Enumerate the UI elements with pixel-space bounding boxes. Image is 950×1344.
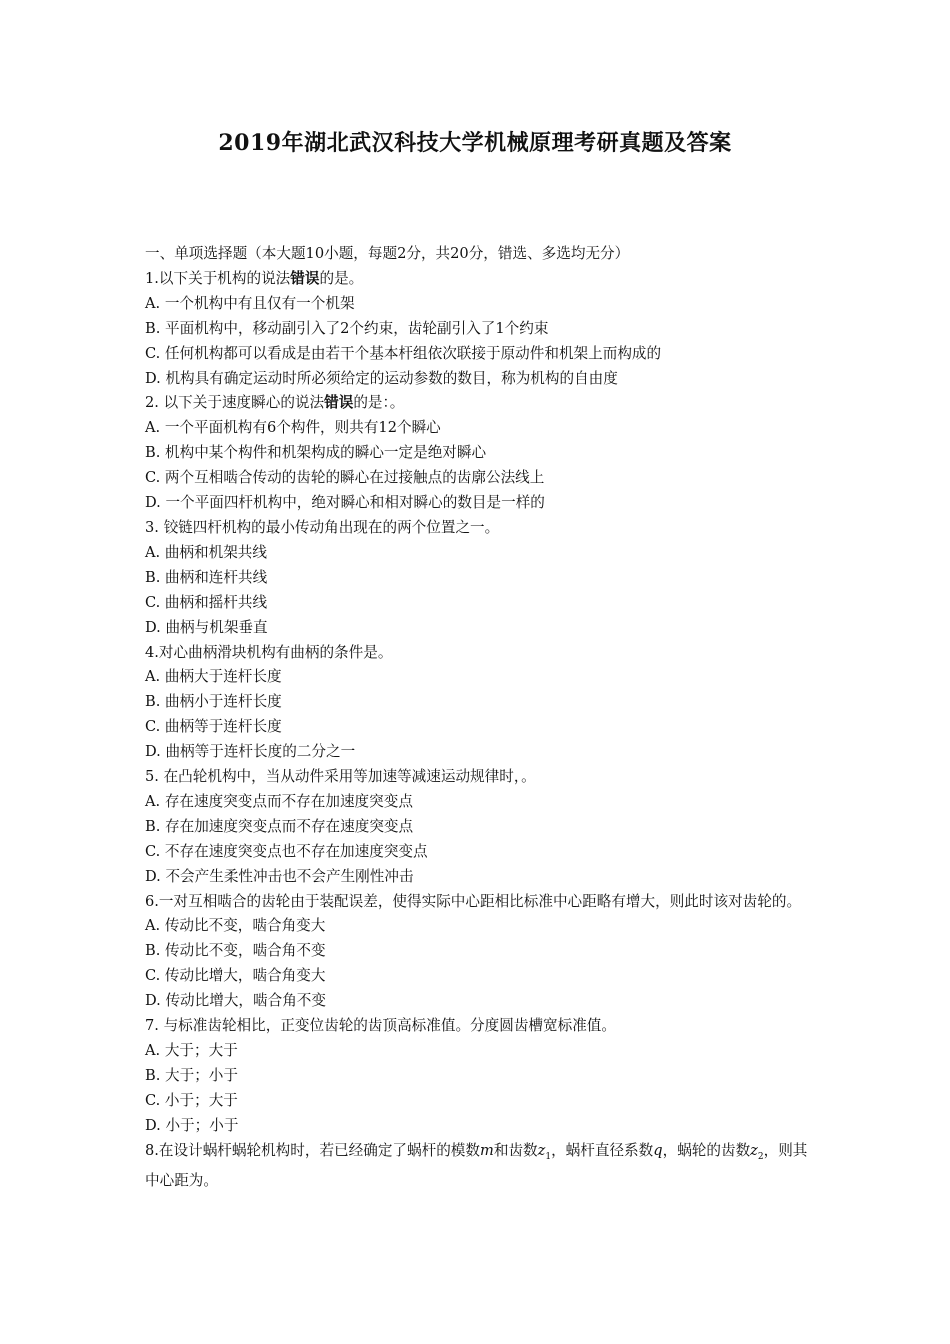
option: B. 曲柄小于连杆长度 bbox=[145, 693, 282, 711]
option: C. 曲柄和摇杆共线 bbox=[145, 593, 268, 611]
question-8: 8.在设计蜗杆蜗轮机构时，若已经确定了蜗杆的模数m和齿数$z_1$，蜗杆直径系数q，蜗轮的齿数$z_2$，则其中心距为。 bbox=[145, 1141, 808, 1190]
option: A. 一个平面机构有6个构件，则共有12个瞬心 bbox=[145, 419, 441, 437]
option: D. 曲柄等于连杆长度的二分之一 bbox=[145, 743, 356, 761]
option: B. 存在加速度突变点而不存在速度突变点 bbox=[145, 817, 414, 835]
emphasis-text: 错误 bbox=[324, 394, 354, 412]
question-5: 5. 在凸轮机构中，当从动件采用等加速等减速运动规律时，。 bbox=[145, 768, 536, 786]
subscript: 2 bbox=[757, 1151, 764, 1162]
subscript: 1 bbox=[545, 1151, 552, 1162]
variable-q: q bbox=[653, 1141, 663, 1159]
option: C. 任何机构都可以看成是由若干个基本杆组依次联接于原动件和机架上而构成的 bbox=[145, 344, 662, 362]
option: B. 机构中某个构件和机架构成的瞬心一定是绝对瞬心 bbox=[145, 444, 487, 462]
option: D. 传动比增大，啮合角不变 bbox=[145, 992, 326, 1010]
option: B. 传动比不变，啮合角不变 bbox=[145, 942, 326, 960]
option: A. 一个机构中有且仅有一个机架 bbox=[145, 294, 355, 312]
page-title: 2019年湖北武汉科技大学机械原理考研真题及答案 bbox=[218, 130, 732, 156]
option: A. 存在速度突变点而不存在加速度突变点 bbox=[145, 792, 413, 810]
option: C. 曲柄等于连杆长度 bbox=[145, 718, 282, 736]
question-2: 2. 以下关于速度瞬心的说法错误的是：。 bbox=[145, 394, 405, 412]
option: D. 曲柄与机架垂直 bbox=[145, 618, 268, 636]
option: B. 平面机构中，移动副引入了2个约束，齿轮副引入了1个约束 bbox=[145, 319, 549, 337]
option: D. 不会产生柔性冲击也不会产生刚性冲击 bbox=[145, 867, 414, 885]
option: B. 大于；小于 bbox=[145, 1066, 238, 1084]
variable-z: z bbox=[750, 1141, 758, 1159]
option: D. 机构具有确定运动时所必须给定的运动参数的数目，称为机构的自由度 bbox=[145, 369, 618, 387]
option: C. 小于；大于 bbox=[145, 1091, 238, 1109]
option: C. 不存在速度突变点也不存在加速度突变点 bbox=[145, 842, 428, 860]
question-7: 7. 与标准齿轮相比，正变位齿轮的齿顶高标准值。分度圆齿槽宽标准值。 bbox=[145, 1017, 616, 1035]
option: A. 曲柄和机架共线 bbox=[145, 543, 267, 561]
section-heading: 一、单项选择题（本大题10小题，每题2分，共20分，错选、多选均无分） bbox=[145, 245, 630, 262]
question-3: 3. 铰链四杆机构的最小传动角出现在的两个位置之一。 bbox=[145, 518, 500, 536]
option: B. 曲柄和连杆共线 bbox=[145, 568, 268, 586]
option: A. 大于；大于 bbox=[145, 1042, 238, 1059]
option: D. 小于；小于 bbox=[145, 1116, 239, 1134]
variable-z: z bbox=[537, 1141, 546, 1159]
question-1: 1.以下关于机构的说法错误的是。 bbox=[145, 269, 364, 287]
question-6: 6.一对互相啮合的齿轮由于装配误差，使得实际中心距相比标准中心距略有增大，则此时该对齿轮的。 bbox=[145, 892, 802, 910]
option: A. 曲柄大于连杆长度 bbox=[145, 668, 282, 686]
option: C. 两个互相啮合传动的齿轮的瞬心在过接触点的齿廓公法线上 bbox=[145, 469, 545, 487]
variable-m: m bbox=[480, 1141, 494, 1159]
emphasis-text: 错误 bbox=[290, 269, 320, 287]
document-body bbox=[145, 242, 815, 1194]
option: D. 一个平面四杆机构中，绝对瞬心和相对瞬心的数目是一样的 bbox=[145, 494, 545, 512]
option: C. 传动比增大，啮合角变大 bbox=[145, 967, 326, 985]
question-4: 4.对心曲柄滑块机构有曲柄的条件是。 bbox=[145, 643, 393, 661]
option: A. 传动比不变，啮合角变大 bbox=[145, 917, 326, 935]
